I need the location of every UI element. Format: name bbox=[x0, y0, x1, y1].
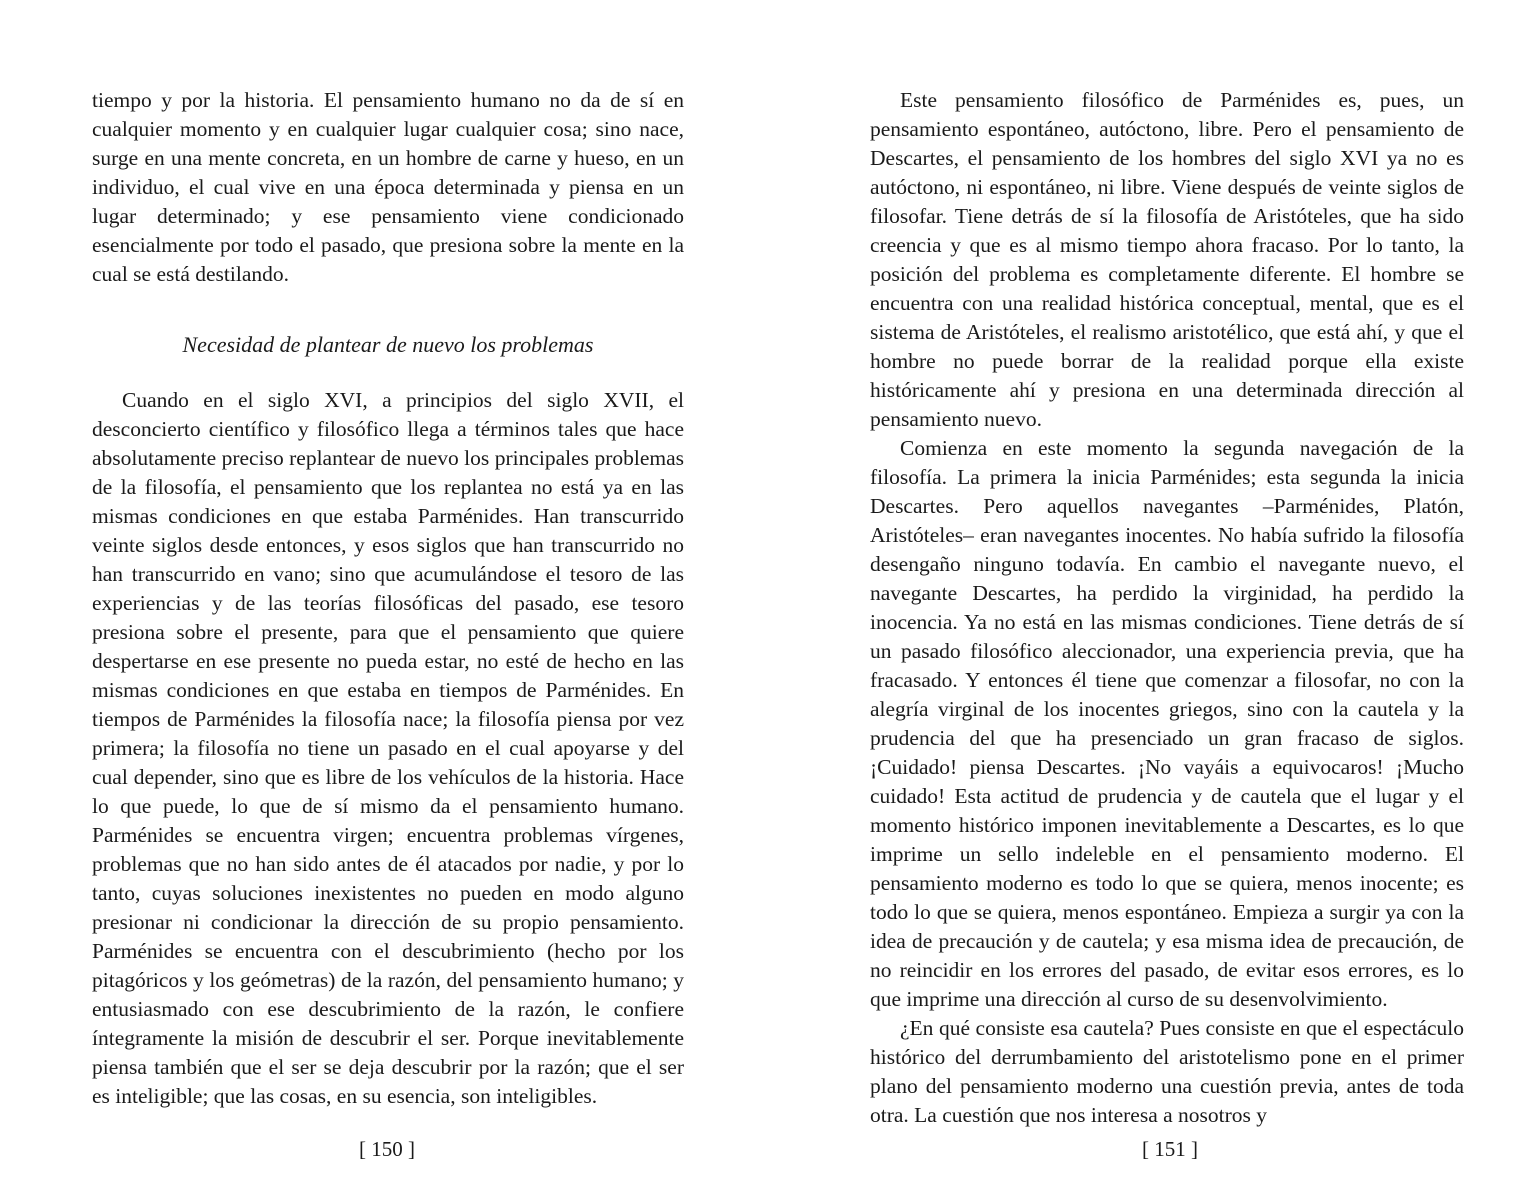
paragraph: Comienza en este momento la segunda navegación de la filosofía. La primera la inicia Parménides; esta segunda la inicia Descartes. Pero aquellos navegantes –Parménides, Platón, Aristóteles– eran navegantes inocentes. No había sufrido la filosofía desengaño ninguno todavía. En cambio el navegante nuevo, el navegante Descartes, ha perdido la virginidad, ha perdido la inocencia. Ya no está en las mismas condiciones. Tiene detrás de sí un pasado filosófico aleccionador, una experiencia previa, que ha fracasado. Y entonces él tiene que comenzar a filosofar, no con la alegría virginal de los inocentes griegos, sino con la cautela y la prudencia del que ha presenciado un gran fracaso de siglos. ¡Cuidado! piensa Descartes. ¡No vayáis a equivocaros! ¡Mucho cuidado! Esta actitud de prudencia y de cautela que el lugar y el momento histórico imponen inevitablemente a Descartes, es lo que imprime un sello indeleble en el pensamiento moderno. El pensamiento moderno es todo lo que se quiera, menos inocente; es todo lo que se quiera, menos espontáneo. Empieza a surgir ya con la idea de precaución y de cautela; y esa misma idea de precaución, de no reincidir en los errores del pasado, de evitar esos errores, es lo que imprime una dirección al curso de su desenvolvimiento. bbox=[870, 436, 1464, 1011]
paragraph: tiempo y por la historia. El pensamiento humano no da de sí en cualquier momento y en cualquier lugar cualquier cosa; sino nace, surge en una mente concreta, en un hombre de carne y hueso, en un individuo, el cual vive en una época determinada y piensa en un lugar determinado; y ese pensamiento viene condicionado esencialmente por todo el pasado, que presiona sobre la mente en la cual se está destilando. bbox=[92, 88, 684, 286]
paragraph: ¿En qué consiste esa cautela? Pues consiste en que el espectáculo histórico del derrumbamiento del aristotelismo pone en el primer plano del pensamiento moderno una cuestión previa, antes de toda otra. La cuestión que nos interesa a nosotros y bbox=[870, 1016, 1464, 1127]
right-body-text bbox=[870, 86, 1464, 1130]
left-continuation-text bbox=[92, 86, 684, 289]
page-number-right: [ 151 ] bbox=[1142, 1137, 1198, 1161]
section-heading: Necesidad de plantear de nuevo los problemas bbox=[182, 332, 594, 357]
right-page bbox=[765, 0, 1531, 1201]
paragraph: Este pensamiento filosófico de Parménides es, pues, un pensamiento espontáneo, autóctono, libre. Pero el pensamiento de Descartes, el pensamiento de los hombres del siglo XVI ya no es autóctono, ni espontáneo, ni libre. Viene después de veinte siglos de filosofar. Tiene detrás de sí la filosofía de Aristóteles, que ha sido creencia y que es al mismo tiempo ahora fracaso. Por lo tanto, la posición del problema es completamente diferente. El hombre se encuentra con una realidad histórica conceptual, mental, que es el sistema de Aristóteles, el realismo aristotélico, que está ahí, y que el hombre no puede borrar de la realidad porque ella existe históricamente ahí y presiona en una determinada dirección al pensamiento nuevo. bbox=[870, 88, 1464, 431]
page-number-left: [ 150 ] bbox=[359, 1137, 415, 1161]
paragraph: Cuando en el siglo XVI, a principios del siglo XVII, el desconcierto científico y filosófico llega a términos tales que hace absolutamente preciso replantear de nuevo los principales problemas de la filosofía, el pensamiento que los replantea no está ya en las mismas condiciones en que estaba Parménides. Han transcurrido veinte siglos desde entonces, y esos siglos que han transcurrido no han transcurrido en vano; sino que acumulándose el tesoro de las experiencias y de las teorías filosóficas del pasado, ese tesoro presiona sobre el presente, para que el pensamiento que quiere despertarse en ese presente no pueda estar, no esté de hecho en las mismas condiciones en que estaba en tiempos de Parménides. En tiempos de Parménides la filosofía nace; la filosofía piensa por vez primera; la filosofía no tiene un pasado en el cual apoyarse y del cual depender, sino que es libre de los vehículos de la historia. Hace lo que puede, lo que de sí mismo da el pensamiento humano. Parménides se encuentra virgen; encuentra problemas vírgenes, problemas que no han sido antes de él atacados por nadie, y por lo tanto, cuyas soluciones inexistentes no pueden en modo alguno presionar ni condicionar la dirección de su propio pensamiento. Parménides se encuentra con el descubrimiento (hecho por los pitagóricos y los geómetras) de la razón, del pensamiento humano; y entusiasmado con ese descubrimiento de la razón, le confiere íntegramente la misión de descubrir el ser. Porque inevitablemente piensa también que el ser se deja descubrir por la razón; que el ser es inteligible; que las cosas, en su esencia, son inteligibles. bbox=[92, 388, 684, 1108]
left-body-text bbox=[92, 386, 684, 1111]
left-page bbox=[0, 0, 765, 1201]
